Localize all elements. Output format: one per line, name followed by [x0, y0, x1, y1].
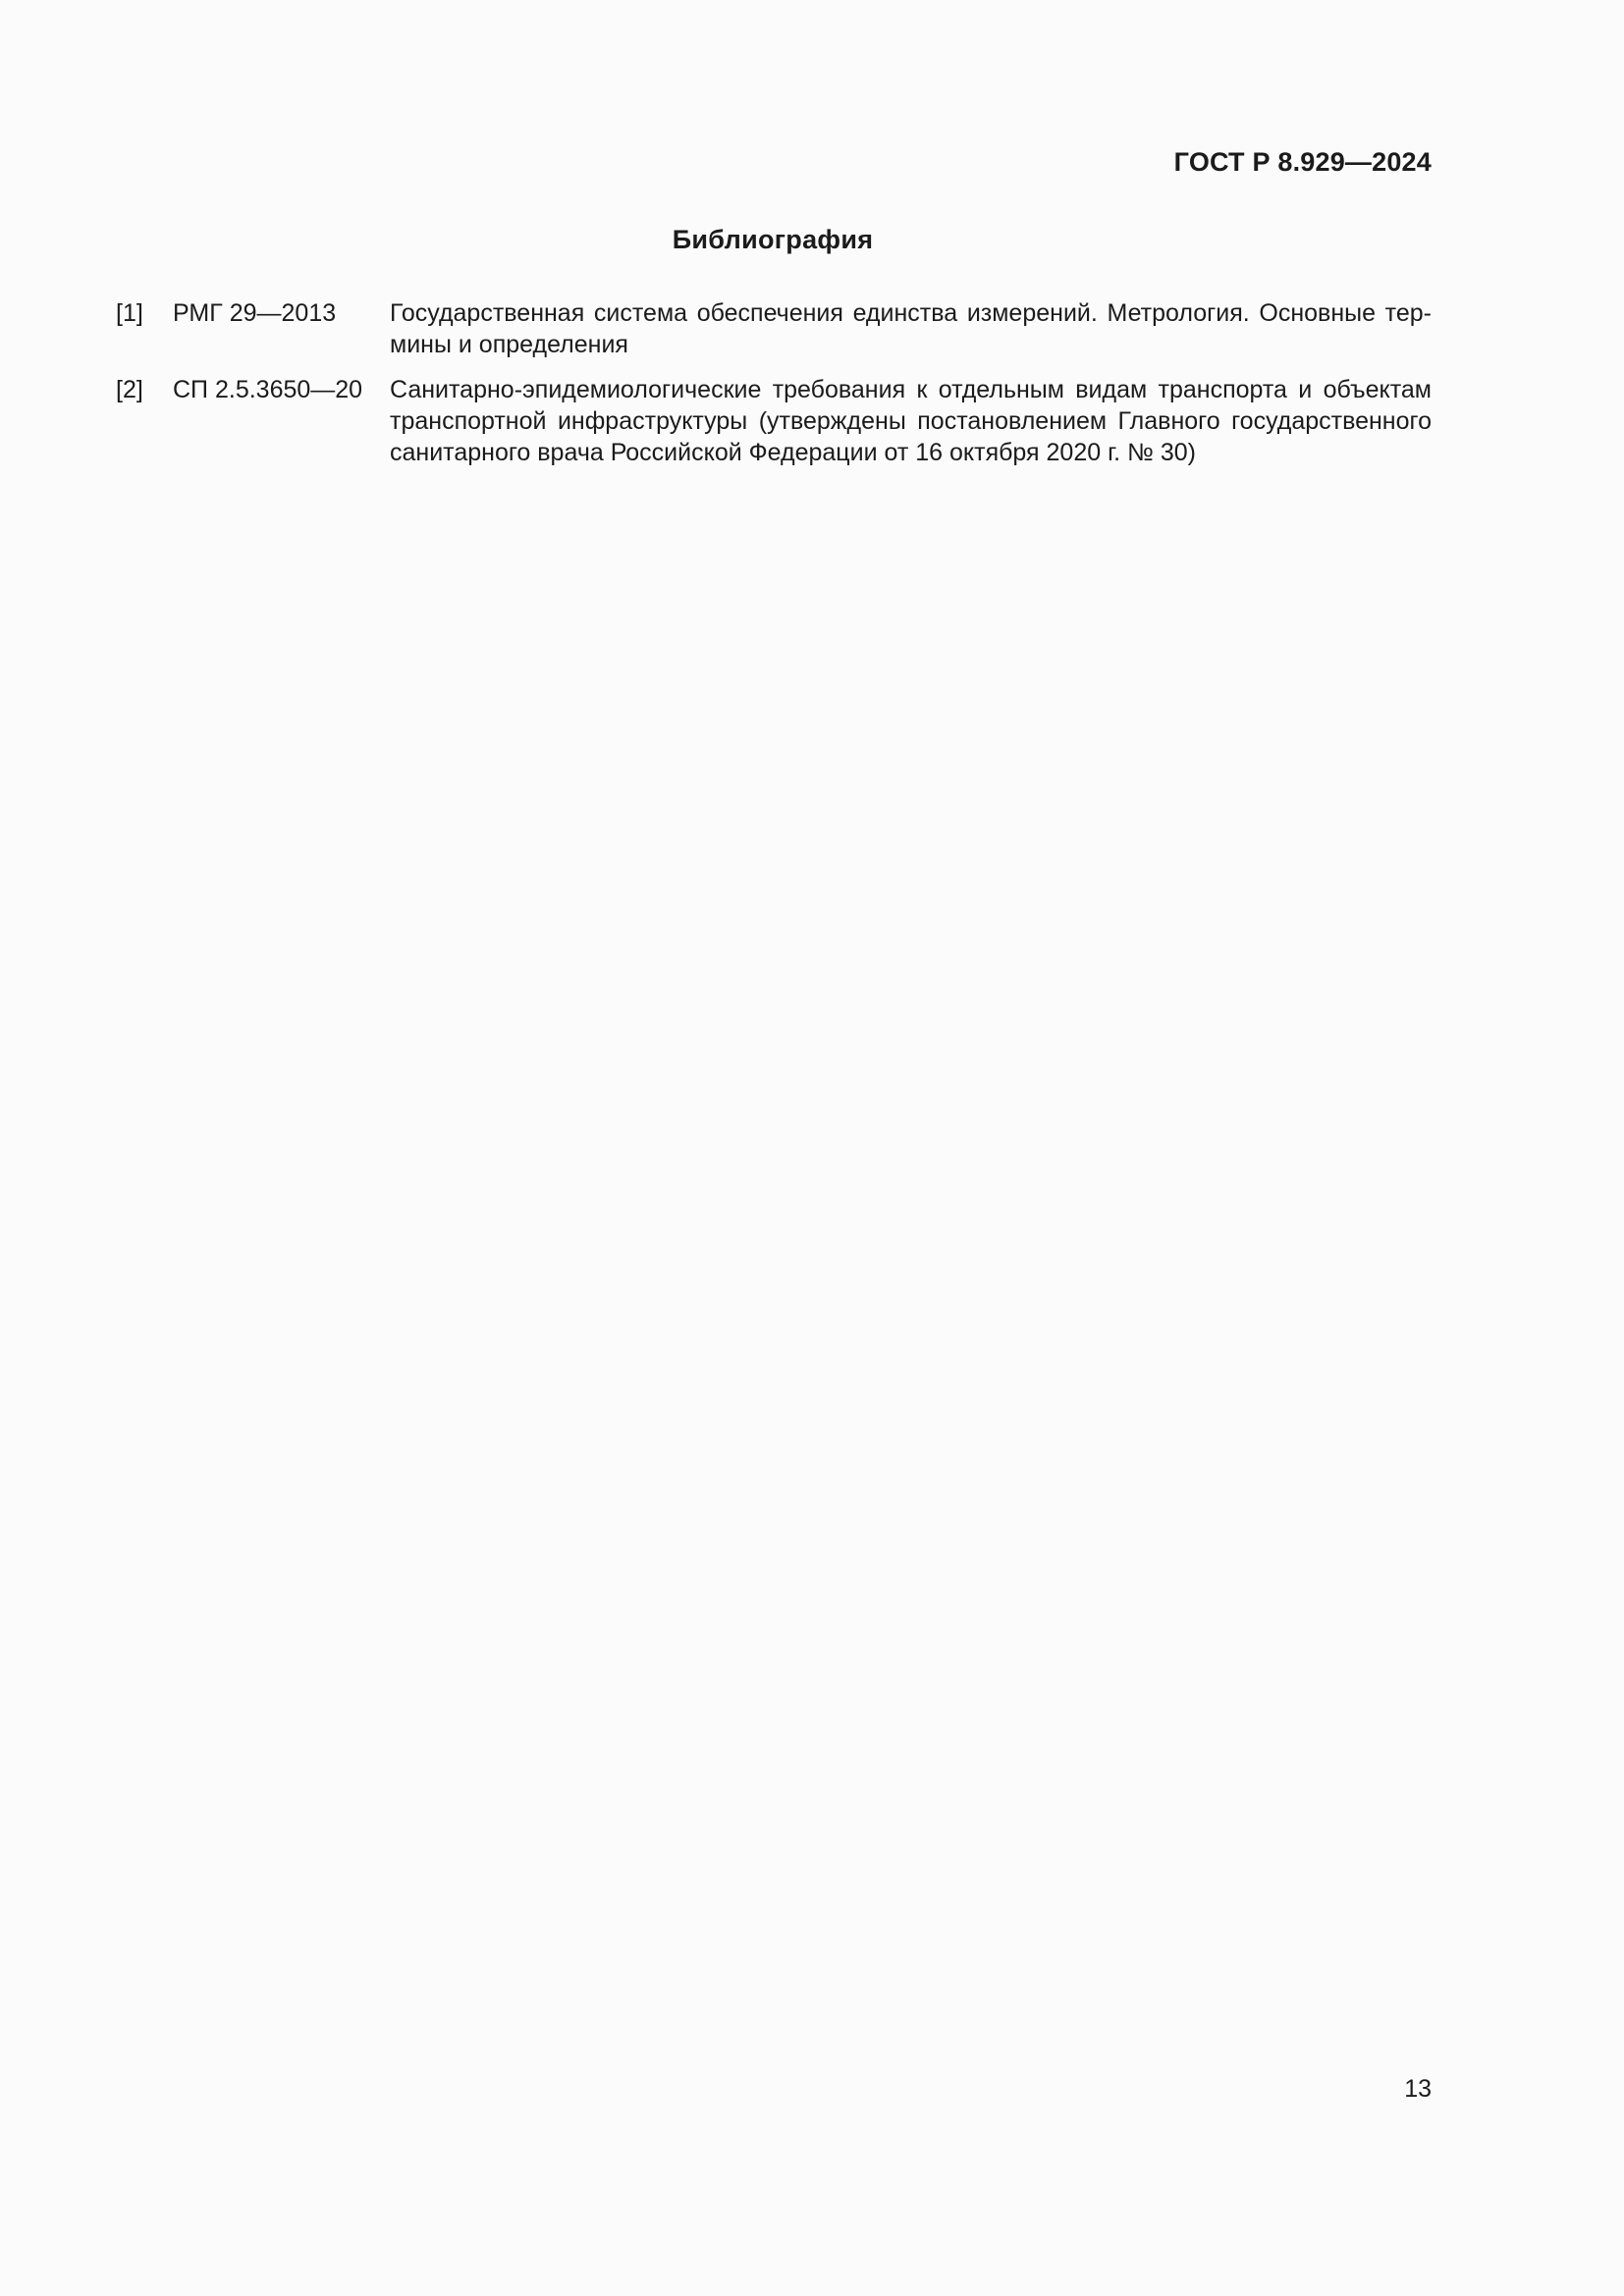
reference-code: РМГ 29—2013	[173, 299, 337, 327]
bibliography-entry	[116, 297, 1432, 360]
reference-number: [1]	[116, 299, 143, 327]
section-title: Библиография	[672, 225, 874, 254]
document-code-header: ГОСТ Р 8.929—2024	[1173, 147, 1432, 177]
reference-number: [2]	[116, 376, 143, 403]
page-number: 13	[1404, 2075, 1432, 2103]
bibliography-entry	[116, 374, 1432, 468]
bibliography-list	[116, 297, 1432, 482]
reference-code: СП 2.5.3650—20	[173, 376, 363, 403]
reference-text: Государственная система обеспечения единства измерений. Метрология. Основные тер-мины и определения	[390, 299, 1432, 358]
reference-text: Санитарно-эпидемиологические требования к отдельным видам транспорта и объектам транспортной инфраструктуры (утверждены постановлением Главного государственного санитарного врача Российской Федерации от 16 октября 2020 г. № 30)	[390, 376, 1432, 466]
